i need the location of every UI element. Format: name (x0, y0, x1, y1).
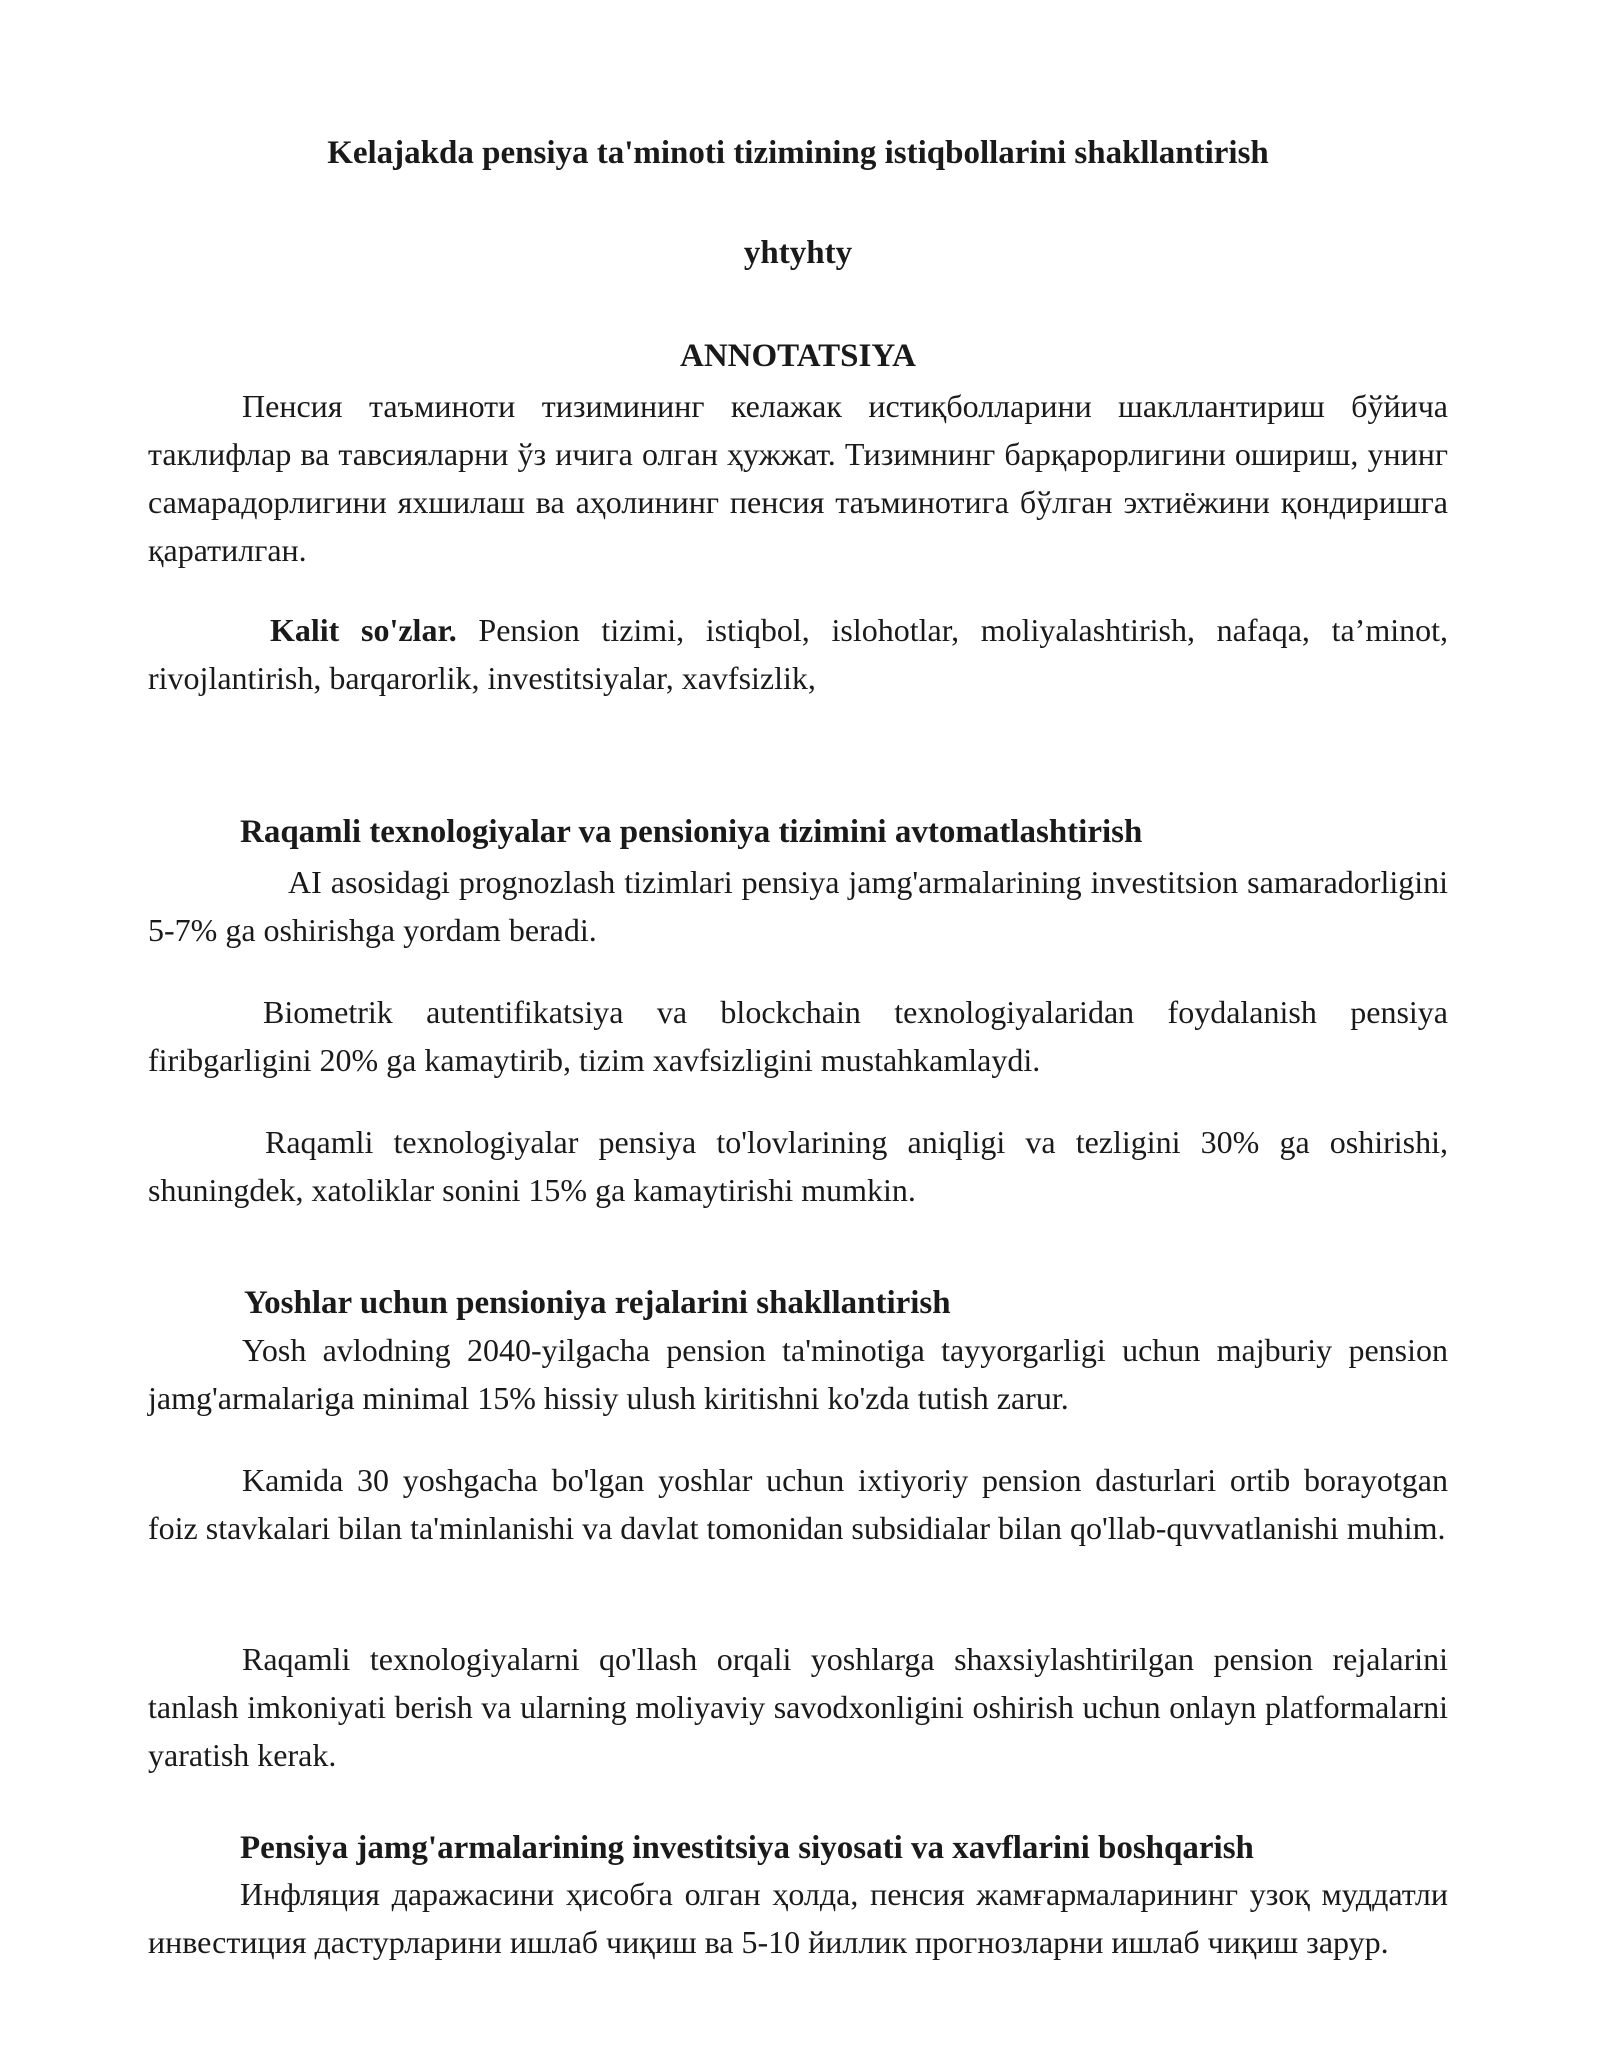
annotation-heading: ANNOTATSIYA (680, 338, 916, 374)
keywords-text: Pension tizimi, istiqbol, islohotlar, moliyalashtirish, nafaqa, ta’minot, rivojlantirish, barqarorlik, investitsiyalar, xavfsizlik, (148, 612, 1449, 696)
document-title: Kelajakda pensiya ta'minoti tizimining istiqbollarini shakllantirish (327, 135, 1269, 171)
section-youth-paragraph-1: Yosh avlodning 2040-yilgacha pension ta'minotiga tayyorgarligi uchun majburiy pension jamg'armalariga minimal 15% hissiy ulush kiritishni ko'zda tutish zarur. (148, 1332, 1448, 1416)
annotation-text: Пенсия таъминоти тизимининг келажак истиқболларини шакллантириш бўйича таклифлар ва тавсияларни ўз ичига олган ҳужжат. Тизимнинг барқарорлигини ошириш, унинг самарадорлигини яхшилаш ва аҳолининг пенсия таъминотига бўлган эхтиёжини қондиришга қаратилган. (148, 388, 1448, 568)
section-youth-paragraph-3: Raqamli texnologiyalarni qo'llash orqali yoshlarga shaxsiylashtirilgan pension rejalarini tanlash imkoniyati berish va ularning moliyaviy savodxonligini oshirish uchun onlayn platformalarni yaratish kerak. (148, 1641, 1448, 1773)
section-heading-digital: Raqamli texnologiyalar va pensioniya tizimini avtomatlashtirish (240, 814, 1143, 850)
section-digital-paragraph-3: Raqamli texnologiyalar pensiya to'lovlarining aniqligi va tezligini 30% ga oshirishi, shuningdek, xatoliklar sonini 15% ga kamaytirishi mumkin. (148, 1124, 1448, 1208)
section-digital-paragraph-2: Biometrik autentifikatsiya va blockchain texnologiyalaridan foydalanish pensiya firibgarligini 20% ga kamaytirib, tizim xavfsizligini mustahkamlaydi. (148, 994, 1448, 1078)
section-investment-paragraph-1: Инфляция даражасини ҳисобга олган ҳолда, пенсия жамғармаларининг узоқ муддатли инвестиция дастурларини ишлаб чиқиш ва 5-10 йиллик прогнозларни ишлаб чиқиш зарур. (148, 1876, 1448, 1960)
section-heading-youth: Yoshlar uchun pensioniya rejalarini shakllantirish (244, 1285, 951, 1321)
keywords-paragraph (148, 606, 1448, 702)
section-heading-investment: Pensiya jamg'armalarining investitsiya siyosati va xavflarini boshqarish (240, 1830, 1254, 1866)
section-youth-paragraph-2: Kamida 30 yoshgacha bo'lgan yoshlar uchun ixtiyoriy pension dasturlari ortib borayotgan foiz stavkalari bilan ta'minlanishi va davlat tomonidan subsidialar bilan qo'llab-quvvatlanishi muhim. (148, 1462, 1448, 1546)
author-name: yhtyhty (743, 235, 853, 271)
section-digital-paragraph-1: AI asosidagi prognozlash tizimlari pensiya jamg'armalarining investitsion samaradorligini 5-7% ga oshirishga yordam beradi. (148, 864, 1448, 948)
keywords-label: Kalit so'zlar. (270, 612, 457, 648)
